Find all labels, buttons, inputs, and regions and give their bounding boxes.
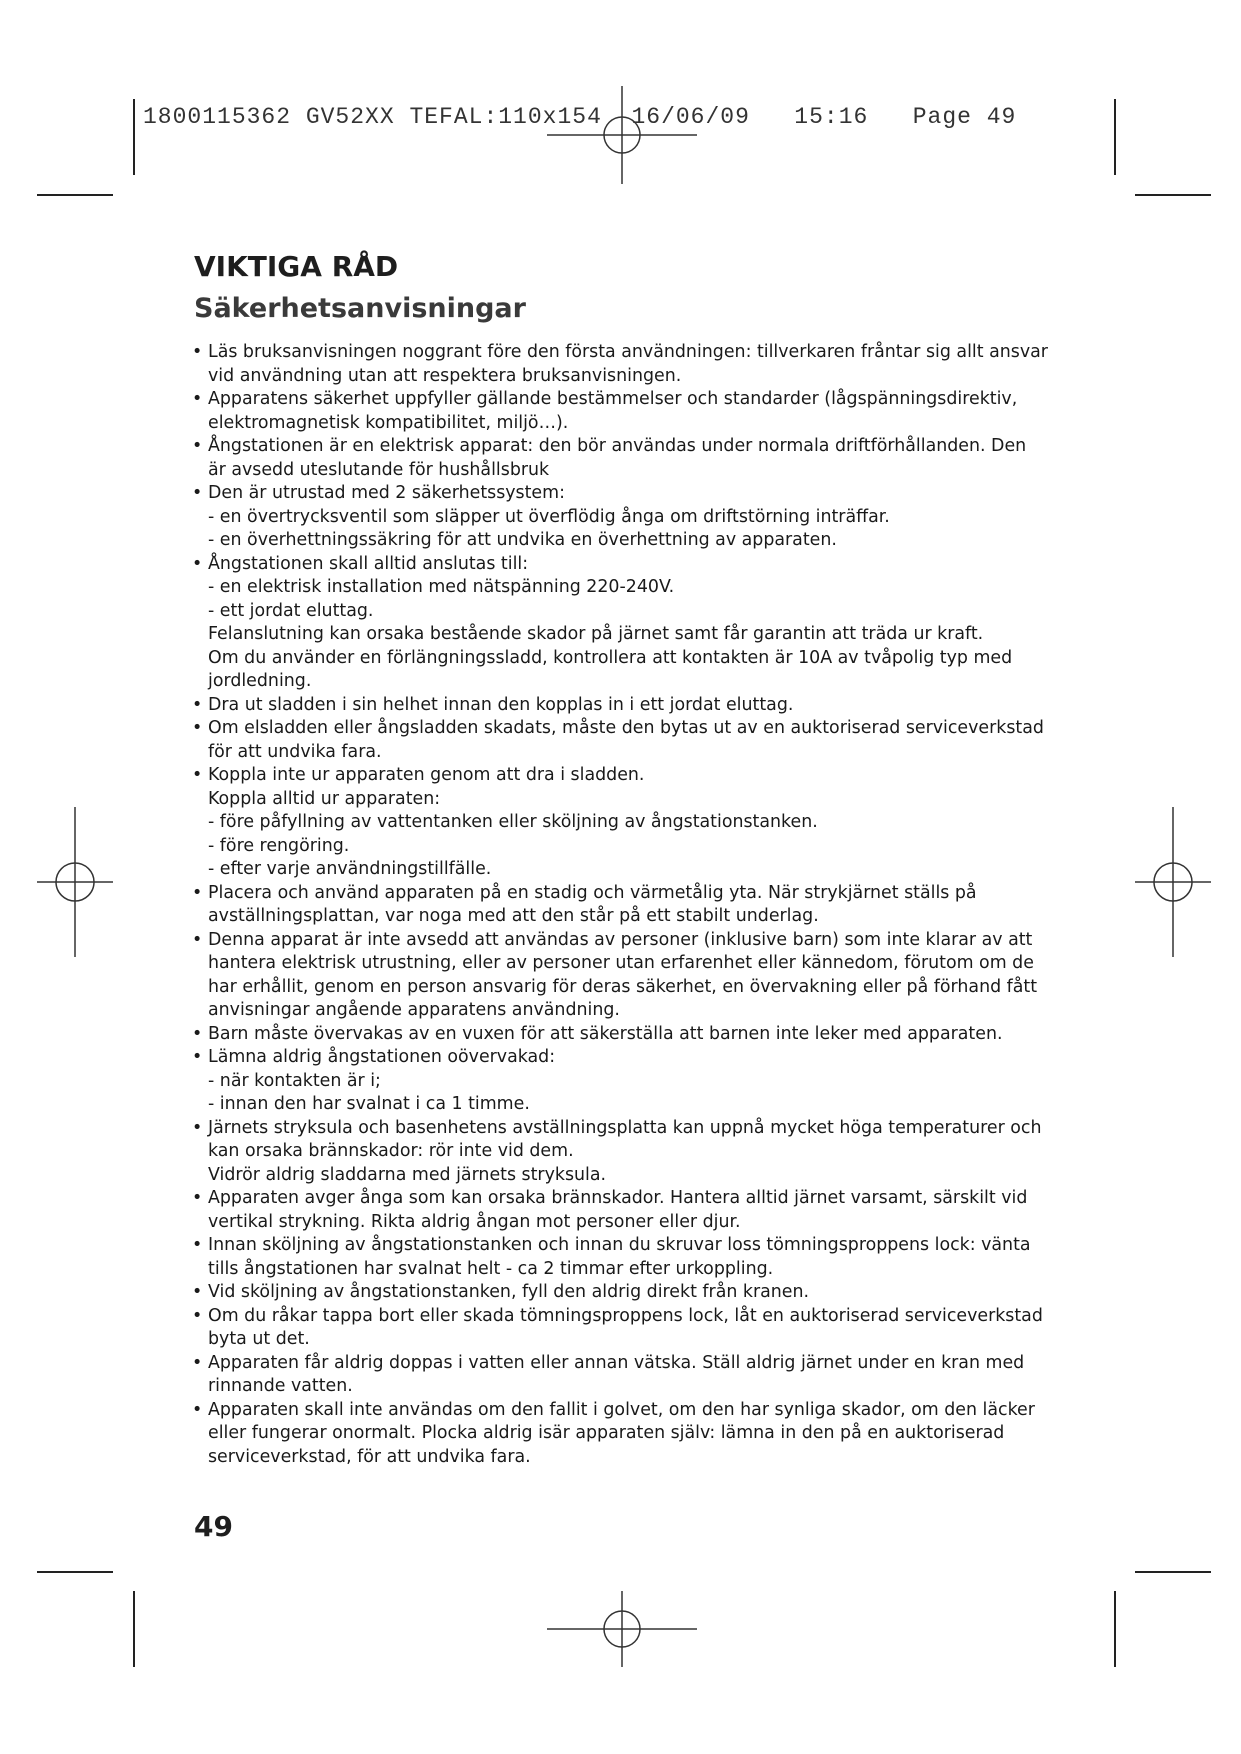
text-line: elektromagnetisk kompatibilitet, miljö…).	[208, 412, 569, 433]
registration-mark-right-icon	[1135, 807, 1211, 957]
bullet-item: • Lämna aldrig ångstationen oövervakad:	[208, 1046, 1056, 1070]
bullet-item: • Den är utrustad med 2 säkerhetssystem:	[208, 482, 1056, 506]
bullet-item: • Järnets stryksula och basenhetens avställningsplatta kan uppnå mycket höga temperaturer och	[208, 1117, 1056, 1141]
text-line: byta ut det.	[208, 1329, 310, 1349]
crop-mark-bottom-left-vertical	[133, 1591, 135, 1667]
bullet-item: • Denna apparat är inte avsedd att användas av personer (inklusive barn) som inte klarar av att	[208, 929, 1056, 953]
text-line: rinnande vatten.	[208, 1376, 353, 1396]
bullet-item: • Dra ut sladden i sin helhet innan den kopplas in i ett jordat eluttag.	[208, 694, 1056, 718]
crop-mark-bottom-right-horizontal	[1135, 1571, 1211, 1573]
registration-mark-left-icon	[37, 807, 113, 957]
text-line: - innan den har svalnat i ca 1 timme.	[208, 1094, 530, 1114]
bullet-item: • Om elsladden eller ångsladden skadats, måste den bytas ut av en auktoriserad serviceverkstad	[208, 717, 1056, 741]
text-line: vid användning utan att respektera bruksanvisningen.	[208, 365, 682, 386]
text-line: för att undvika fara.	[208, 741, 382, 762]
crop-mark-top-right-vertical	[1114, 99, 1116, 175]
registration-mark-bottom-icon	[547, 1591, 697, 1667]
crop-mark-bottom-right-vertical	[1114, 1591, 1116, 1667]
text-line: - före rengöring.	[208, 835, 350, 856]
text-line: - en överhettningssäkring för att undvika en överhettning av apparaten.	[208, 530, 837, 550]
text-line: serviceverkstad, för att undvika fara.	[208, 1446, 531, 1467]
bullet-item: • Apparaten får aldrig doppas i vatten eller annan vätska. Ställ aldrig järnet under en kran med	[208, 1352, 1056, 1376]
bullet-item: • Koppla inte ur apparaten genom att dra i sladden.	[208, 764, 1056, 788]
bullet-item: • Apparaten skall inte användas om den fallit i golvet, om den har synliga skador, om den läcker	[208, 1399, 1056, 1423]
text-line: - före påfyllning av vattentanken eller sköljning av ångstationstanken.	[208, 812, 818, 832]
text-line: - en övertrycksventil som släpper ut överflödig ånga om driftstörning inträffar.	[208, 506, 890, 527]
text-line: vertikal strykning. Rikta aldrig ångan mot personer eller djur.	[208, 1211, 741, 1232]
text-line: - en elektrisk installation med nätspänning 220-240V.	[208, 577, 675, 597]
text-line: Koppla alltid ur apparaten:	[208, 788, 441, 809]
text-line: - ett jordat eluttag.	[208, 600, 374, 621]
bullet-item: • Läs bruksanvisningen noggrant före den första användningen: tillverkaren fråntar sig allt ansvar	[208, 341, 1056, 365]
bullet-item: • Apparaten avger ånga som kan orsaka brännskador. Hantera alltid järnet varsamt, särskilt vid	[208, 1187, 1056, 1211]
text-line: - efter varje användningstillfälle.	[208, 859, 492, 879]
page-title: VIKTIGA RÅD	[194, 250, 399, 283]
bullet-item: • Apparatens säkerhet uppfyller gällande bestämmelser och standarder (lågspänningsdirektiv,	[208, 388, 1056, 412]
crop-mark-top-left-vertical	[133, 99, 135, 175]
text-line: är avsedd uteslutande för hushållsbruk	[208, 459, 550, 480]
crop-mark-top-left-horizontal	[37, 194, 113, 196]
text-line: - när kontakten är i;	[208, 1070, 381, 1091]
crop-mark-bottom-left-horizontal	[37, 1571, 113, 1573]
text-line: Vidrör aldrig sladdarna med järnets stryksula.	[208, 1164, 607, 1185]
bullet-item: • Ångstationen skall alltid anslutas till:	[208, 553, 1056, 577]
text-line: jordledning.	[208, 671, 312, 691]
text-line: hantera elektrisk utrustning, eller av personer utan erfarenhet eller kännedom, förutom om de	[208, 953, 1034, 973]
text-line: kan orsaka brännskador: rör inte vid dem.	[208, 1141, 574, 1161]
text-line: anvisningar angående apparatens användning.	[208, 1000, 620, 1020]
bullet-item: • Om du råkar tappa bort eller skada tömningsproppens lock, låt en auktoriserad serviceverkstad	[208, 1305, 1056, 1329]
page-number: 49	[194, 1510, 233, 1543]
bullet-item: • Ångstationen är en elektrisk apparat: den bör användas under normala driftförhållanden. Den	[208, 435, 1056, 459]
bullet-item: • Vid sköljning av ångstationstanken, fyll den aldrig direkt från kranen.	[208, 1281, 1056, 1305]
text-line: tills ångstationen har svalnat helt - ca 2 timmar efter urkoppling.	[208, 1258, 774, 1279]
registration-mark-top-icon	[547, 86, 697, 184]
section-subtitle: Säkerhetsanvisningar	[194, 293, 526, 324]
bullet-item: • Innan sköljning av ångstationstanken och innan du skruvar loss tömningsproppens lock: vänta	[208, 1234, 1056, 1258]
bullet-item: • Placera och använd apparaten på en stadig och värmetålig yta. När strykjärnet ställs på	[208, 882, 1056, 906]
bullet-item: • Barn måste övervakas av en vuxen för att säkerställa att barnen inte leker med apparaten.	[208, 1023, 1056, 1047]
safety-instructions	[208, 341, 1056, 1469]
text-line: avställningsplattan, var noga med att den står på ett stabilt underlag.	[208, 906, 819, 926]
text-line: Om du använder en förlängningssladd, kontrollera att kontakten är 10A av tvåpolig typ med	[208, 647, 1013, 668]
text-line: Felanslutning kan orsaka bestående skador på järnet samt får garantin att träda ur kraft.	[208, 624, 984, 644]
text-line: har erhållit, genom en person ansvarig för deras säkerhet, en övervakning eller på förhand fått	[208, 976, 1038, 997]
print-slug: 1800115362 GV52XX TEFAL:110x154 16/06/09 15:16 Page 49	[143, 104, 1017, 130]
text-line: eller fungerar onormalt. Plocka aldrig isär apparaten själv: lämna in den på en auktoriserad	[208, 1423, 1005, 1443]
crop-mark-top-right-horizontal	[1135, 194, 1211, 196]
